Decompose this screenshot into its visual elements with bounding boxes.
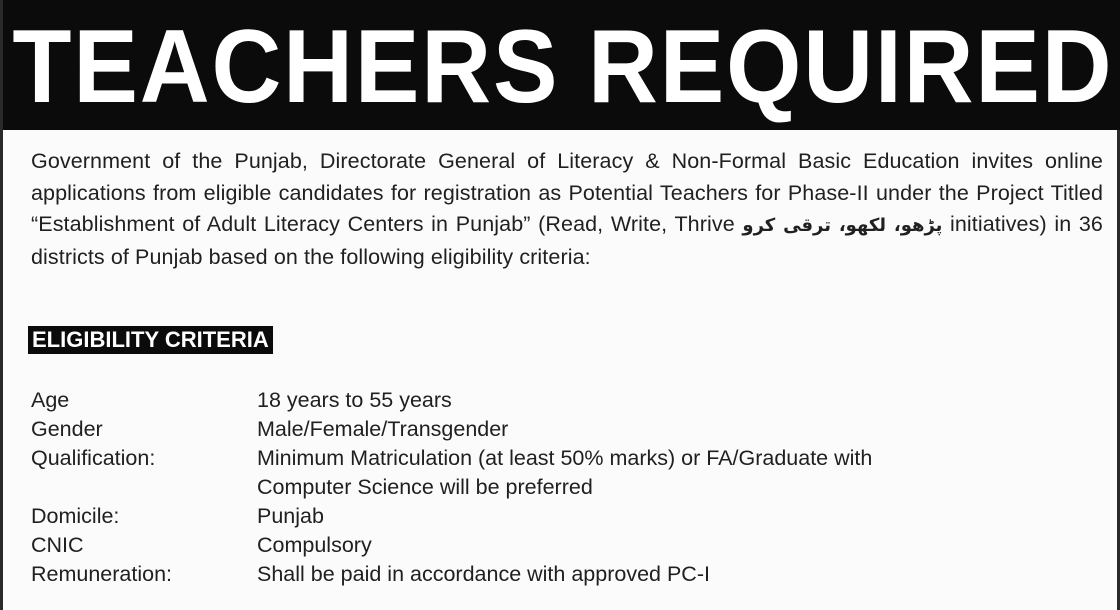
criteria-value: Male/Female/Transgender: [257, 417, 509, 441]
eligibility-criteria-list: [31, 386, 1103, 589]
urdu-slogan: پڑھو، لکھو، ترقی کرو: [742, 215, 943, 236]
title-banner: [3, 0, 1120, 130]
criteria-label: CNIC: [31, 533, 84, 557]
criteria-value: Shall be paid in accordance with approved PC-I: [257, 562, 710, 586]
criteria-row-age: [31, 386, 1103, 415]
criteria-row-remuneration: [31, 560, 1103, 589]
intro-text-part-2: initiatives) in 36 districts of Punjab based on the following eligibility criteria:: [31, 212, 1103, 269]
criteria-value: 18 years to 55 years: [257, 388, 452, 412]
criteria-row-domicile: [31, 502, 1103, 531]
criteria-label: Qualification:: [31, 446, 156, 470]
criteria-label: Age: [31, 388, 70, 412]
intro-text-part-1: Government of the Punjab, Directorate General of Literacy & Non-Formal Basic Education invites online applications from eligible candidates for registration as Potential Teachers for Phase-II under the Project Titled “Establishment of Adult Literacy Centers in Punjab” (Read, Write, Thrive: [31, 149, 1103, 236]
criteria-label: Remuneration:: [31, 562, 173, 586]
criteria-label: Domicile:: [31, 504, 120, 528]
criteria-row-qualification: [31, 444, 1103, 502]
criteria-row-gender: [31, 415, 1103, 444]
criteria-value: Compulsory: [257, 533, 372, 557]
page-title: TEACHERS REQUIRED: [12, 9, 1114, 125]
criteria-value: Punjab: [257, 504, 324, 528]
criteria-label: Gender: [31, 417, 103, 441]
eligibility-heading: ELIGIBILITY CRITERIA: [28, 326, 273, 354]
criteria-row-cnic: [31, 531, 1103, 560]
intro-paragraph: [31, 146, 1103, 273]
criteria-value: Minimum Matriculation (at least 50% marks) or FA/Graduate with Computer Science will be preferred: [257, 446, 873, 499]
